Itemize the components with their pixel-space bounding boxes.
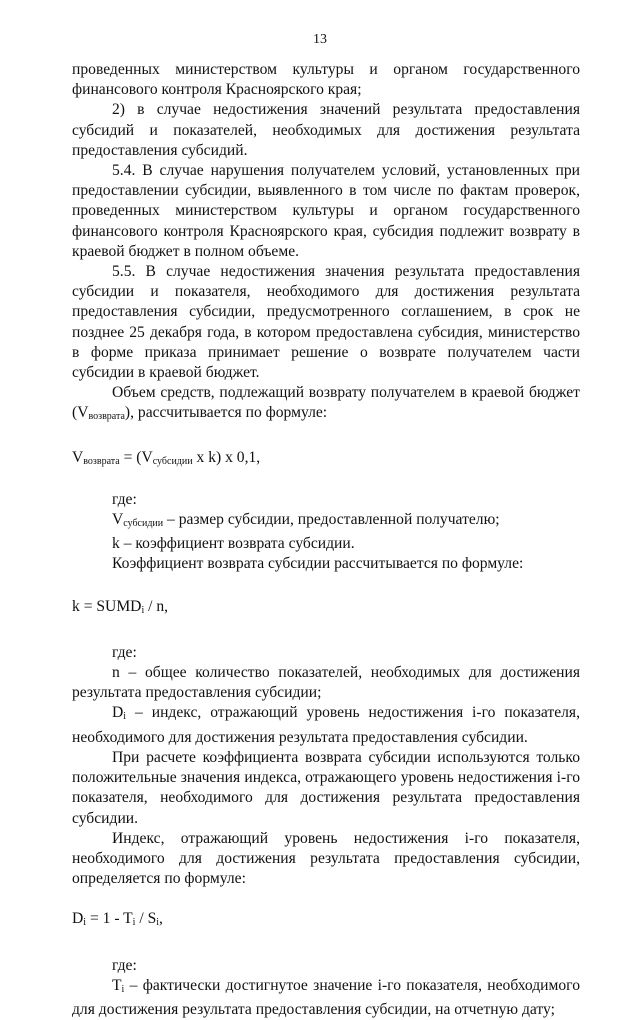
text: – индекс, отражающий уровень недостижения i-го показателя, необходимого для достижения результата предоставления субсидии. (72, 704, 580, 746)
subscript: i (141, 604, 145, 616)
subscript: i (121, 983, 125, 995)
text: – фактически достигнутое значение i-го показателя, необходимого для достижения результата предоставления субсидии, на отчетную дату; (72, 976, 580, 1018)
formula-index (72, 909, 580, 933)
text: = 1 - T (86, 910, 133, 928)
text: D (112, 704, 124, 722)
paragraph: Индекс, отражающий уровень недостижения i-го показателя, необходимого для достижения результата предоставления субсидии, определяется по формуле: (72, 829, 580, 888)
where-label: где: (112, 643, 137, 661)
paragraph: проведенных министерством культуры и органом государственного финансового контроля Красноярского края; (72, 61, 580, 99)
definition (72, 703, 580, 747)
text: D (72, 910, 84, 928)
formula-refund-volume (72, 448, 580, 472)
formula-coefficient (72, 597, 580, 621)
paragraph: 2) в случае недостижения значений результата предоставления субсидий и показателей, необходимых для достижения результата предоставления субсидий. (72, 101, 580, 159)
paragraph-5-4: 5.4. В случае нарушения получателем условий, установленных при предоставлении субсидии, выявленного в том числе по фактам проверок, проведенных министерством культуры и органом государственного финансового контроля Красноярского края, субсидия подлежит возврату в краевой бюджет в полном объеме. (72, 162, 580, 260)
text: T (112, 976, 122, 994)
text: ), рассчитывается по формуле: (124, 404, 328, 422)
document-body (72, 60, 580, 1020)
paragraph: Коэффициент возврата субсидии рассчитывается по формуле: (112, 555, 524, 573)
subscript: субсидии (152, 455, 193, 467)
definition: n – общее количество показателей, необходимых для достижения результата предоставления субсидии; (72, 664, 580, 702)
definition (72, 976, 580, 1020)
paragraph-5-5: 5.5. В случае недостижения значения результата предоставления субсидии и показателя, необходимого для достижения результата предоставления субсидии, предусмотренного соглашением, в срок не позднее 25 декабря года, в котором предоставлена субсидия, министерство в форме приказа принимает решение о возврате получателем части субсидии в краевой бюджет. (72, 263, 580, 382)
text: Объем средств, подлежащий возврату получателем в краевой бюджет (V (72, 384, 580, 422)
text: – размер субсидии, предоставленной получателю; (163, 511, 500, 529)
text: / S (135, 910, 157, 928)
paragraph (72, 383, 580, 427)
subscript: i (83, 917, 87, 929)
definition (72, 510, 580, 534)
definition: k – коэффициент возврата субсидии. (112, 535, 355, 553)
subscript: возврата (88, 411, 125, 423)
subscript: i (123, 711, 127, 723)
text: , (159, 910, 163, 928)
paragraph: При расчете коэффициента возврата субсидии используются только положительные значения индекса, отражающего уровень недостижения i-го показателя, необходимого для достижения результата предоставления субсидии. (72, 748, 580, 827)
text: = (V (119, 448, 153, 466)
page-number: 13 (313, 32, 327, 47)
subscript: i (156, 917, 160, 929)
text: / n, (144, 597, 169, 615)
text: k = SUMD (72, 597, 142, 615)
text: V (72, 448, 84, 466)
where-label: где: (112, 956, 137, 974)
subscript: i (132, 917, 136, 929)
where-label: где: (112, 490, 137, 508)
subscript: возврата (83, 455, 120, 467)
text: x k) x 0,1, (192, 448, 261, 466)
subscript: субсидии (123, 518, 164, 530)
text: V (112, 511, 124, 529)
